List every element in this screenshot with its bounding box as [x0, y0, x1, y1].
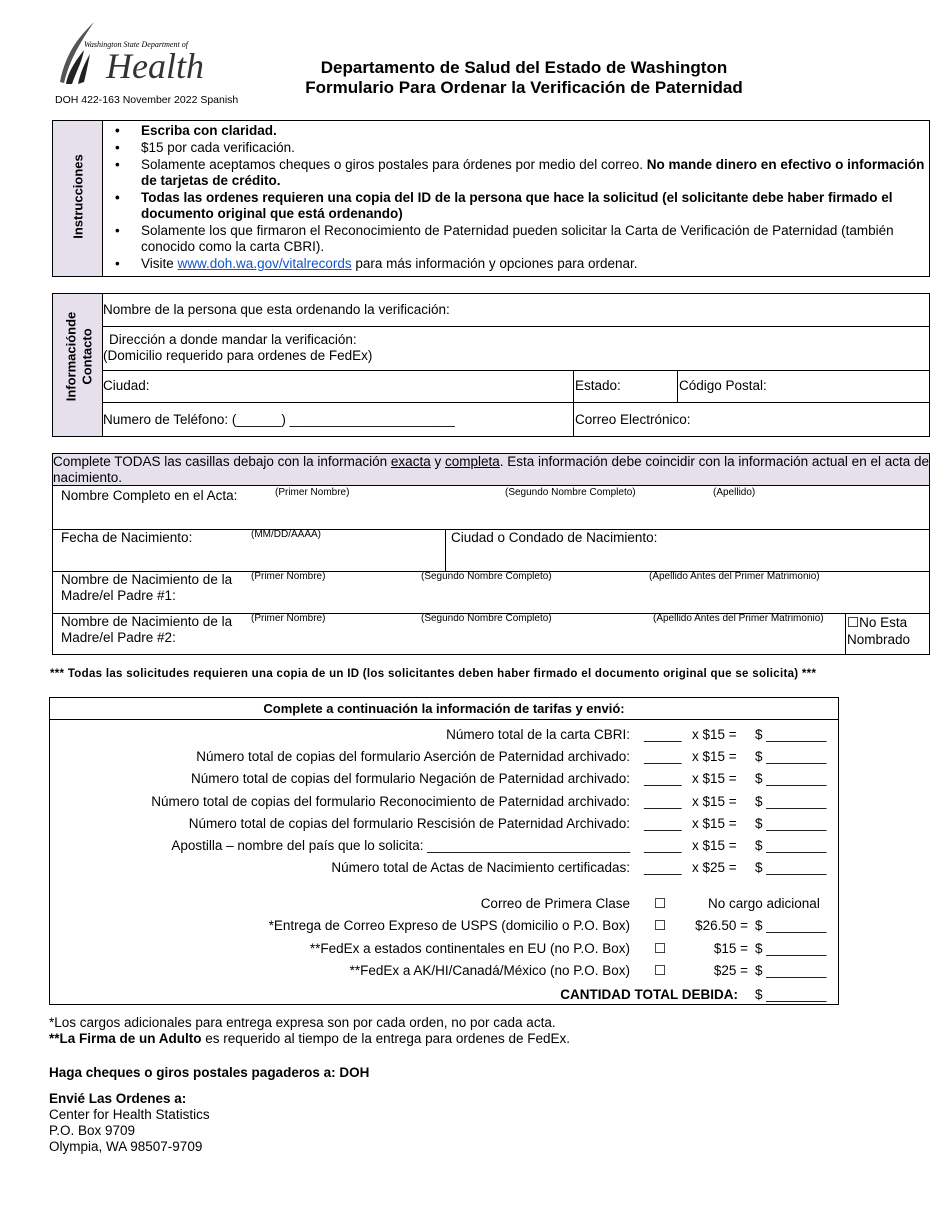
- fee-item-amount[interactable]: $ ________: [755, 749, 827, 765]
- shipping-rate: No cargo adicional: [708, 896, 820, 911]
- fee-item-rate: x $15 =: [692, 793, 737, 809]
- form-id: DOH 422-163 November 2022 Spanish: [55, 94, 239, 106]
- dob-format-hint: (MM/DD/AAAA): [251, 529, 321, 540]
- fees-box: [49, 697, 839, 1005]
- fee-item-amount[interactable]: $ ________: [755, 815, 827, 831]
- contact-side-label: Informaciónde Contacto: [53, 294, 103, 436]
- address-line-1: Center for Health Statistics: [49, 1107, 210, 1122]
- doh-logo: [54, 20, 234, 92]
- instruction-item: • Escriba con claridad.: [105, 123, 925, 139]
- fee-item-quantity[interactable]: _____: [644, 727, 682, 742]
- fee-item-quantity[interactable]: _____: [644, 815, 682, 831]
- fullname-label[interactable]: Nombre Completo en el Acta:: [61, 488, 238, 503]
- city-field[interactable]: Ciudad:: [103, 378, 150, 393]
- fee-item-rate: x $15 =: [692, 815, 737, 831]
- fee-item-amount[interactable]: $ ________: [755, 771, 827, 787]
- instruction-item: • Solamente aceptamos cheques o giros postales para órdenes por medio del correo. No mande dinero en efectivo o información de tarjetas de crédito.: [105, 157, 925, 189]
- express-note: *Los cargos adicionales para entrega expresa son por cada orden, no por cada acta.: [49, 1015, 556, 1030]
- shipping-label: **FedEx a estados continentales en EU (no P.O. Box): [309, 940, 630, 956]
- fee-item-label: Número total de la carta CBRI:: [446, 727, 630, 742]
- fees-header: Complete a continuación la información de tarifas y envió:: [50, 698, 838, 720]
- signature-note: **La Firma de un Adulto es requerido al tiempo de la entrega para ordenes de FedEx.: [49, 1031, 570, 1046]
- fee-item-quantity[interactable]: _____: [644, 749, 682, 765]
- total-amount[interactable]: $ ________: [755, 987, 827, 1002]
- parent1-first-hint: (Primer Nombre): [251, 571, 326, 582]
- parent1-middle-hint: (Segundo Nombre Completo): [421, 571, 552, 582]
- fee-item-label: Número total de Actas de Nacimiento certificadas:: [331, 860, 630, 876]
- total-label: CANTIDAD TOTAL DEBIDA:: [560, 987, 738, 1002]
- shipping-amount[interactable]: $ ________: [755, 940, 827, 956]
- fee-item-rate: x $15 =: [692, 771, 737, 787]
- id-notice: *** Todas las solicitudes requieren una copia de un ID (los solicitantes deben haber firmado el documento original que se solicita) ***: [50, 668, 817, 680]
- parent2-label-2: Madre/el Padre #2:: [61, 630, 176, 645]
- fee-item-amount[interactable]: $ ________: [755, 727, 827, 742]
- instruction-item: • Todas las ordenes requieren una copia del ID de la persona que hace la solicitud (el solicitante debe haber firmado el documento original que está ordenando): [105, 190, 925, 222]
- address-field-note: (Domicilio requerido para ordenes de FedEx): [103, 348, 373, 363]
- phone-field[interactable]: Numero de Teléfono: (______) ______________________: [103, 412, 455, 427]
- shipping-rate: $25 =: [713, 962, 748, 978]
- state-field[interactable]: Estado:: [575, 378, 621, 393]
- last-name-hint: (Apellido): [713, 487, 756, 498]
- shipping-rate: $26.50 =: [695, 918, 748, 934]
- first-name-hint: (Primer Nombre): [275, 487, 350, 498]
- logo-small-text: Washington State Department of: [84, 40, 188, 49]
- payable-note: Haga cheques o giros postales pagaderos a: DOH: [49, 1065, 370, 1080]
- shipping-label: Correo de Primera Clase: [480, 896, 630, 911]
- shipping-checkbox[interactable]: ☐: [654, 962, 667, 978]
- parent1-label-1[interactable]: Nombre de Nacimiento de la: [61, 572, 233, 587]
- shipping-label: *Entrega de Correo Expreso de USPS (domicilio o P.O. Box): [268, 918, 630, 934]
- fee-item-amount[interactable]: $ ________: [755, 838, 827, 853]
- fee-item-quantity[interactable]: _____: [644, 771, 682, 787]
- address-line-2: P.O. Box 9709: [49, 1123, 136, 1138]
- fee-item-rate: x $15 =: [692, 749, 737, 765]
- dob-label[interactable]: Fecha de Nacimiento:: [61, 530, 193, 545]
- fee-item-label: Número total de copias del formulario Rescisión de Paternidad Archivado:: [188, 815, 630, 831]
- address-field-label[interactable]: Dirección a donde mandar la verificación:: [109, 332, 357, 347]
- birthplace-label[interactable]: Ciudad o Condado de Nacimiento:: [451, 530, 658, 545]
- instructions-list: [105, 123, 925, 273]
- page-title-line2: Formulario Para Ordenar la Verificación de Paternidad: [305, 78, 743, 97]
- parent2-label-1[interactable]: Nombre de Nacimiento de la: [61, 614, 233, 629]
- instruction-item: • Visite www.doh.wa.gov/vitalrecords para más información y opciones para ordenar.: [105, 256, 925, 272]
- not-named-label: Nombrado: [847, 632, 911, 647]
- parent2-first-hint: (Primer Nombre): [251, 613, 326, 624]
- shipping-checkbox[interactable]: ☐: [654, 896, 667, 911]
- fee-item-quantity[interactable]: _____: [644, 838, 682, 853]
- parent1-maiden-hint: (Apellido Antes del Primer Matrimonio): [649, 571, 820, 582]
- requester-name-field[interactable]: Nombre de la persona que esta ordenando la verificación:: [103, 302, 450, 317]
- fee-item-amount[interactable]: $ ________: [755, 793, 827, 809]
- fee-item-label: Número total de copias del formulario Reconocimiento de Paternidad archivado:: [151, 793, 630, 809]
- parent2-middle-hint: (Segundo Nombre Completo): [421, 613, 552, 624]
- instructions-side-label: Instrucciones: [53, 121, 103, 276]
- address-line-3: Olympia, WA 98507-9709: [49, 1139, 203, 1154]
- feather-icon: [54, 20, 104, 90]
- record-intro: Complete TODAS las casillas debajo con la información exacta y completa. Esta información debe coincidir con la información actual en el acta de nacimiento.: [53, 454, 929, 485]
- fee-item-rate: x $15 =: [692, 838, 737, 853]
- fee-item-amount[interactable]: $ ________: [755, 860, 827, 876]
- instruction-item: • Solamente los que firmaron el Reconocimiento de Paternidad pueden solicitar la Carta de Verificación de Paternidad (también conocido como la carta CBRI).: [105, 223, 925, 255]
- shipping-label: **FedEx a AK/HI/Canadá/México (no P.O. Box): [349, 962, 630, 978]
- middle-name-hint: (Segundo Nombre Completo): [505, 487, 636, 498]
- instructions-box: [52, 120, 930, 277]
- fee-item-rate: x $25 =: [692, 860, 737, 876]
- zip-field[interactable]: Código Postal:: [679, 378, 767, 393]
- parent2-maiden-hint: (Apellido Antes del Primer Matrimonio): [653, 613, 824, 624]
- fee-item-quantity[interactable]: _____: [644, 793, 682, 809]
- fee-item-label: Número total de copias del formulario Aserción de Paternidad archivado:: [196, 749, 630, 765]
- record-box: [52, 453, 930, 655]
- instruction-item: • $15 por cada verificación.: [105, 140, 925, 156]
- fee-item-label: Número total de copias del formulario Negación de Paternidad archivado:: [190, 771, 630, 787]
- logo-big-text: Health: [106, 46, 204, 86]
- fee-item-label: Apostilla – nombre del país que lo solicita: ___________________________: [171, 838, 630, 853]
- parent1-label-2: Madre/el Padre #1:: [61, 588, 176, 603]
- shipping-checkbox[interactable]: ☐: [654, 918, 667, 934]
- page-title-line1: Departamento de Salud del Estado de Washington: [320, 58, 728, 77]
- fee-item-quantity[interactable]: _____: [644, 860, 682, 876]
- fee-item-rate: x $15 =: [692, 727, 737, 742]
- shipping-amount[interactable]: $ ________: [755, 962, 827, 978]
- vitalrecords-link[interactable]: www.doh.wa.gov/vitalrecords: [177, 256, 352, 271]
- contact-box: [52, 293, 930, 437]
- email-field[interactable]: Correo Electrónico:: [575, 412, 691, 427]
- shipping-rate: $15 =: [713, 940, 748, 956]
- shipping-checkbox[interactable]: ☐: [654, 940, 667, 956]
- send-title: Envié Las Ordenes a:: [49, 1091, 187, 1106]
- not-named-checkbox[interactable]: ☐No Esta: [847, 615, 908, 630]
- shipping-amount[interactable]: $ ________: [755, 918, 827, 934]
